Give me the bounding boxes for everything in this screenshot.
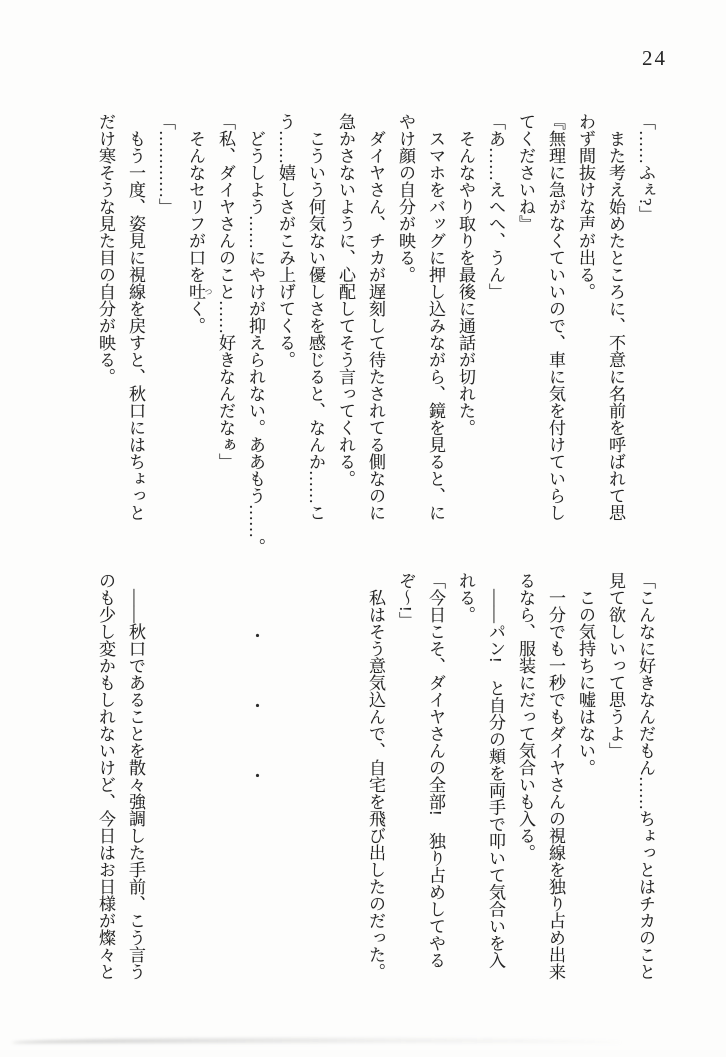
page-number: 24: [642, 46, 667, 70]
text-column-lower-1: 見て欲しいって思うよ」: [606, 572, 625, 759]
text-column-lower-8: ぞ〜!」: [396, 572, 415, 629]
text-column-lower-5: ――パン! と自分の頬を両手で叩いて気合いを入: [486, 589, 505, 969]
text-column-upper-15: そんなセリフが口を吐 つく。: [186, 130, 213, 334]
text-column-upper-5: 「あ……えへへ、うん」: [486, 113, 505, 300]
text-column-lower-6: れる。: [456, 572, 475, 623]
text-column-lower-7: 「今日こそ、ダイヤさんの全部! 独り占めしてやる: [426, 572, 445, 969]
text-column-lower-9: 私はそう意気込んで、自宅を飛び出したのだった。: [366, 589, 385, 980]
text-column-lower-0: 「こんなに好きなんだもん……ちょっとはチカのこと: [636, 572, 655, 980]
text-column-lower-4: るなら、服装にだって気合いも入る。: [516, 572, 535, 861]
text-column-lower-18: のも少し変かもしれないけど、今日はお日様が燦々と: [96, 572, 115, 980]
text-column-upper-1: また考え始めたところに、不意に名前を呼ばれて思: [606, 130, 625, 521]
page-edge-shadow: [12, 1038, 622, 1043]
text-column-upper-14: 「私、ダイヤさんのこと……好きなんだなぁ」: [216, 113, 235, 470]
text-column-upper-16: 「…………」: [156, 113, 175, 215]
text-column-upper-10: 急かさないように、心配してそう言ってくれる。: [336, 113, 355, 487]
text-column-upper-3: 『無理に急がなくていいので、車に気を付けていらし: [546, 113, 565, 521]
text-column-upper-9: ダイヤさん、チカが遅刻して待たされてる側なのに: [366, 130, 385, 521]
text-column-upper-4: てくださいね』: [516, 113, 535, 232]
text-column-upper-11: こういう何気ない優しさを感じると、なんか……こ: [306, 130, 325, 521]
text-column-lower-17: ――秋口であることを散々強調した手前、こう言う: [126, 589, 145, 980]
text-column-upper-0: 「……ふぇ?」: [636, 113, 655, 223]
furigana: つ: [204, 283, 213, 300]
text-column-upper-6: そんなやり取りを最後に通話が切れた。: [456, 130, 475, 436]
text-column-upper-7: スマホをバッグに押し込みながら、鏡を見ると、に: [426, 130, 445, 521]
text-column-upper-13: どうしよう……にやけが抑えられない。ああもう……。: [246, 130, 265, 555]
text-column-lower-3: 一分でも一秒でもダイヤさんの視線を独り占め出来: [546, 589, 565, 980]
text-column-upper-2: わず間抜けな声が出る。: [576, 113, 595, 300]
text-column-upper-12: う……嬉しさがこみ上げてくる。: [276, 113, 295, 368]
text-column-lower-13: ・・・: [246, 627, 265, 837]
text-column-lower-2: この気持ちに嘘はない。: [576, 589, 595, 776]
ruby-annotated-kanji: 吐 つ: [186, 283, 213, 300]
text-column-upper-8: やけ顔の自分が映る。: [396, 113, 415, 283]
text-column-upper-17: もう一度、姿見に視線を戻すと、秋口にはちょっと: [126, 130, 145, 521]
text-column-upper-18: だけ寒そうな見た目の自分が映る。: [96, 113, 115, 385]
